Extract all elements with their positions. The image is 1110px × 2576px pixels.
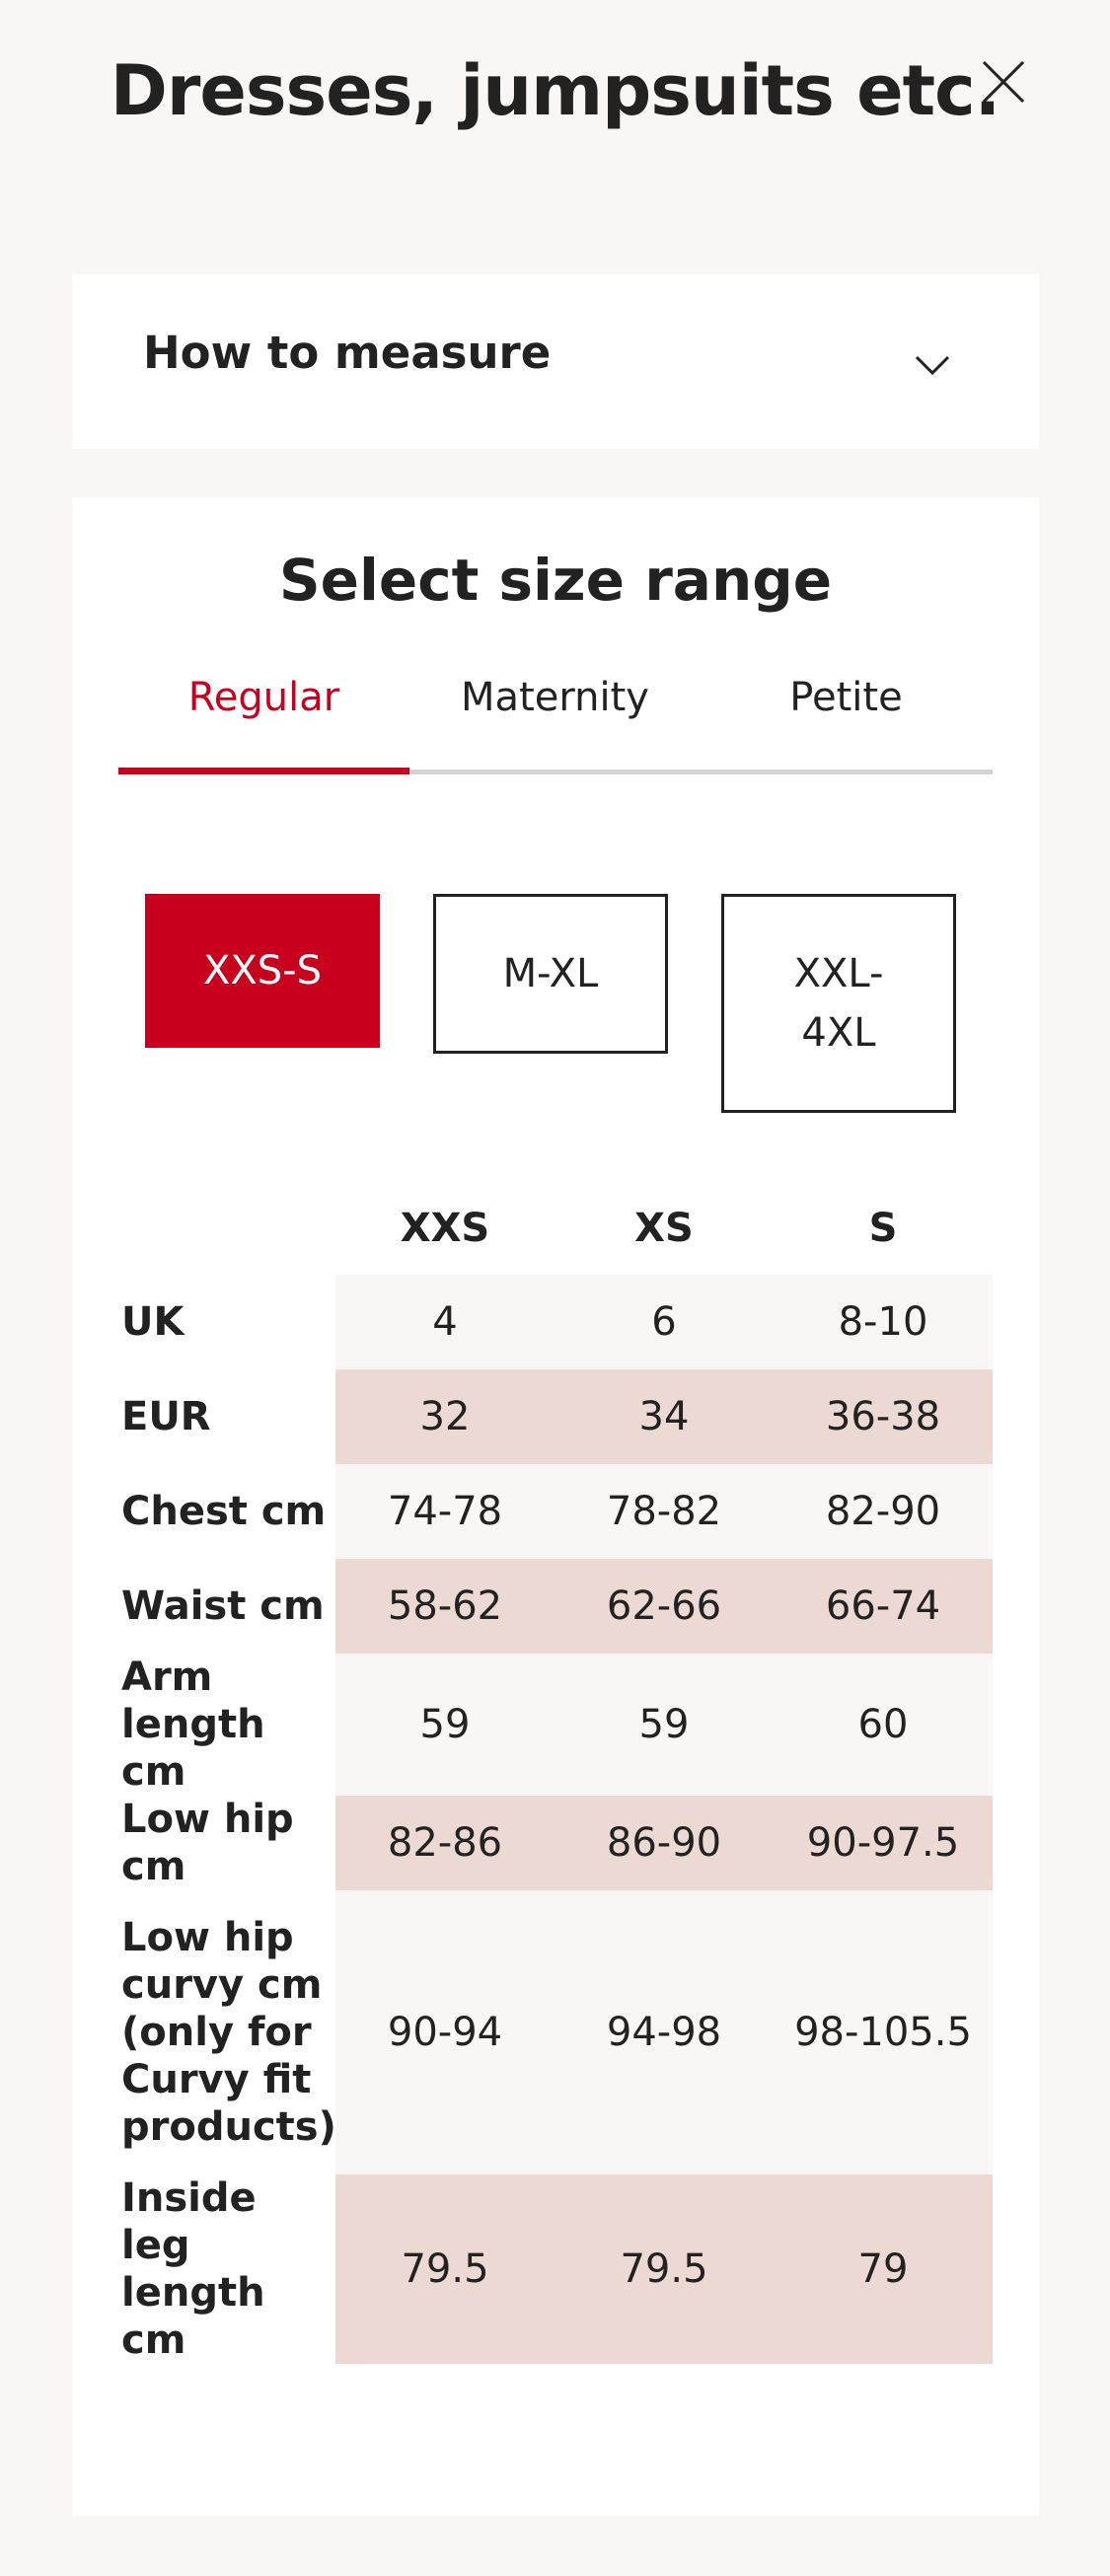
close-button[interactable] (981, 59, 1026, 105)
row-label: Low hip curvy cm (only for Curvy fit products) (118, 1890, 335, 2174)
size-table-corner (118, 1182, 335, 1275)
table-cell: 59 (555, 1654, 774, 1796)
size-range-tabs (118, 645, 993, 777)
size-range-xxl-4xl-label (794, 944, 884, 1063)
table-cell: 82-86 (335, 1796, 555, 1890)
table-row (118, 1369, 993, 1464)
size-range-xxs-s-label: XXS-S (202, 948, 323, 994)
table-cell: 4 (335, 1275, 555, 1369)
size-range-card (72, 497, 1039, 2516)
size-range-xxl-4xl-label-line1: XXL- (793, 951, 884, 996)
table-row (118, 1275, 993, 1369)
tab-petite[interactable]: Petite (789, 675, 903, 720)
size-range-xxl-4xl-label-line2: 4XL (801, 1010, 876, 1056)
table-row (118, 1559, 993, 1654)
column-header: XS (634, 1206, 694, 1251)
table-cell: 58-62 (335, 1559, 555, 1654)
table-cell: 74-78 (335, 1464, 555, 1559)
row-label: Low hip cm (118, 1796, 335, 1890)
page-title: Dresses, jumpsuits etc. (110, 50, 1000, 131)
table-cell: 6 (555, 1275, 774, 1369)
how-to-measure-label: How to measure (143, 327, 552, 379)
size-table (118, 1182, 993, 2364)
column-header: XXS (400, 1206, 490, 1251)
table-cell: 78-82 (555, 1464, 774, 1559)
row-label: Chest cm (118, 1464, 335, 1559)
size-range-m-xl-label: M-XL (502, 951, 599, 996)
row-label: Waist cm (118, 1559, 335, 1654)
table-cell: 66-74 (774, 1559, 993, 1654)
row-label: UK (118, 1275, 335, 1369)
table-cell: 32 (335, 1369, 555, 1464)
size-range-xxs-s-button[interactable] (145, 894, 380, 1048)
table-cell: 59 (335, 1654, 555, 1796)
tab-maternity[interactable]: Maternity (461, 675, 649, 720)
tab-active-indicator (118, 768, 409, 774)
table-row (118, 1796, 993, 1890)
tab-regular[interactable]: Regular (187, 675, 340, 720)
table-cell: 79.5 (335, 2174, 555, 2364)
size-table-header-row (118, 1182, 993, 1275)
table-row (118, 1890, 993, 2174)
table-cell: 90-97.5 (774, 1796, 993, 1890)
table-cell: 79 (774, 2174, 993, 2364)
column-header: S (868, 1206, 898, 1251)
table-cell: 98-105.5 (774, 1890, 993, 2174)
close-icon (981, 59, 1026, 105)
table-cell: 60 (774, 1654, 993, 1796)
table-cell: 36-38 (774, 1369, 993, 1464)
row-label: Inside leg length cm (118, 2174, 335, 2364)
table-cell: 79.5 (555, 2174, 774, 2364)
table-cell: 82-90 (774, 1464, 993, 1559)
table-cell: 8-10 (774, 1275, 993, 1369)
size-range-title: Select size range (278, 547, 833, 614)
table-row (118, 2174, 993, 2364)
how-to-measure-accordion[interactable] (72, 274, 1039, 449)
row-label: Arm length cm (118, 1654, 335, 1796)
size-range-xxl-4xl-button[interactable] (721, 894, 956, 1113)
table-cell: 86-90 (555, 1796, 774, 1890)
table-cell: 94-98 (555, 1890, 774, 2174)
table-cell: 90-94 (335, 1890, 555, 2174)
size-range-m-xl-button[interactable] (433, 894, 668, 1054)
table-cell: 34 (555, 1369, 774, 1464)
row-label: EUR (118, 1369, 335, 1464)
table-row (118, 1654, 993, 1796)
table-cell: 62-66 (555, 1559, 774, 1654)
table-row (118, 1464, 993, 1559)
chevron-down-icon (913, 345, 952, 385)
